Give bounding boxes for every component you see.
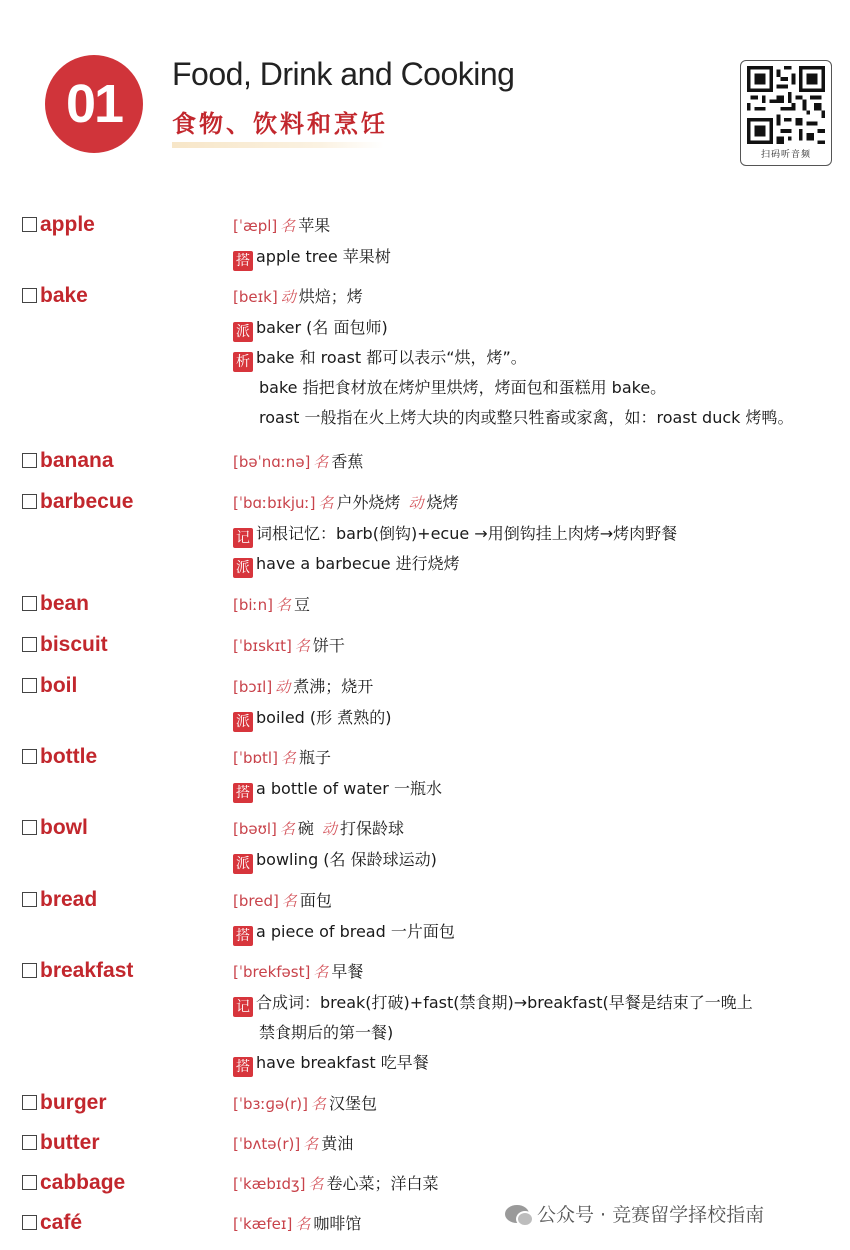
definition-line — [233, 1090, 843, 1120]
phonetic: [ˈkæbɪdʒ] — [233, 1175, 306, 1193]
entry-details — [233, 887, 843, 947]
phonetic: [ˈbɜːɡə(r)] — [233, 1095, 308, 1113]
unit-header — [0, 0, 850, 180]
tag-badge: 记 — [233, 997, 253, 1017]
note-line — [233, 343, 843, 373]
entry-details — [233, 958, 843, 1078]
definition-line — [233, 815, 843, 845]
part-of-speech: 名 — [303, 1135, 319, 1153]
headword-text: boil — [40, 674, 78, 697]
meaning: 瓶子 — [298, 748, 331, 767]
definition-line — [233, 1130, 843, 1160]
headword-text: bottle — [40, 745, 98, 768]
note-text: bake 指把食材放在烤炉里烘烤，烤面包和蛋糕用 bake。 — [259, 378, 667, 397]
headword-text: barbecue — [40, 490, 134, 513]
note-text: baker (名 面包师) — [256, 318, 388, 337]
phonetic: [ˈbɒtl] — [233, 749, 278, 767]
definition-line — [233, 958, 843, 988]
definition-line — [233, 212, 843, 242]
note-line — [233, 774, 843, 804]
checkbox-icon[interactable] — [22, 1215, 37, 1230]
checkbox-icon[interactable] — [22, 678, 37, 693]
checkbox-icon[interactable] — [22, 217, 37, 232]
meaning: 咖啡馆 — [313, 1214, 362, 1233]
headword — [22, 815, 88, 841]
phonetic: [ˈæpl] — [233, 217, 278, 235]
definition-line — [233, 1170, 843, 1200]
checkbox-icon[interactable] — [22, 749, 37, 764]
phonetic: [ˈkæfeɪ] — [233, 1215, 293, 1233]
checkbox-icon[interactable] — [22, 963, 37, 978]
note-text: have breakfast 吃早餐 — [256, 1053, 429, 1072]
note-text: bake 和 roast 都可以表示“烘，烤”。 — [256, 348, 527, 367]
phonetic: [beɪk] — [233, 288, 278, 306]
watermark — [505, 1200, 764, 1227]
tag-badge: 派 — [233, 712, 253, 732]
phonetic: [bəˈnɑːnə] — [233, 453, 311, 471]
entry-details — [233, 1130, 843, 1160]
checkbox-icon[interactable] — [22, 1095, 37, 1110]
unit-title-chinese: 食物、饮料和烹饪 — [172, 109, 388, 138]
note-line — [233, 549, 843, 579]
note-text: a bottle of water 一瓶水 — [256, 779, 442, 798]
unit-number-badge: 01 — [45, 55, 143, 153]
entry-details — [233, 591, 843, 621]
title-underline — [172, 142, 384, 148]
meaning: 碗 — [297, 819, 314, 838]
tag-badge: 搭 — [233, 251, 253, 271]
part-of-speech: 动 — [275, 678, 291, 696]
headword — [22, 673, 77, 699]
headword — [22, 632, 108, 658]
note-line — [233, 242, 843, 272]
checkbox-icon[interactable] — [22, 1135, 37, 1150]
watermark-text: 公众号 · 竞赛留学择校指南 — [537, 1204, 765, 1226]
phonetic: [biːn] — [233, 596, 273, 614]
headword-text: bread — [40, 888, 98, 911]
tag-badge: 派 — [233, 854, 253, 874]
note-line — [233, 313, 843, 343]
note-line — [233, 1048, 843, 1078]
meaning: 煮沸；烧开 — [293, 677, 374, 696]
entry-details — [233, 283, 843, 433]
part-of-speech: 动 — [280, 288, 296, 306]
headword — [22, 1090, 107, 1116]
meaning: 香蕉 — [331, 452, 364, 471]
note-line — [233, 373, 843, 403]
headword — [22, 591, 89, 617]
definition-line — [233, 887, 843, 917]
headword — [22, 958, 133, 984]
entry-details — [233, 1090, 843, 1120]
part-of-speech: 名 — [295, 1215, 311, 1233]
note-line — [233, 845, 843, 875]
note-line — [233, 703, 843, 733]
definition-line — [233, 448, 843, 478]
headword-text: apple — [40, 213, 95, 236]
headword-text: banana — [40, 449, 114, 472]
checkbox-icon[interactable] — [22, 820, 37, 835]
note-line — [233, 519, 843, 549]
headword-text: biscuit — [40, 633, 108, 656]
headword-text: breakfast — [40, 959, 134, 982]
definition-line — [233, 632, 843, 662]
tag-badge: 搭 — [233, 783, 253, 803]
meaning: 户外烧烤 — [336, 493, 401, 512]
meaning: 烘焙；烤 — [298, 287, 363, 306]
part-of-speech: 名 — [311, 1095, 327, 1113]
phonetic: [ˈbɪskɪt] — [233, 637, 292, 655]
headword — [22, 489, 133, 515]
entry-details — [233, 448, 843, 478]
checkbox-icon[interactable] — [22, 494, 37, 509]
headword — [22, 1170, 125, 1196]
note-text: apple tree 苹果树 — [256, 247, 391, 266]
note-text: boiled (形 煮熟的) — [256, 708, 392, 727]
part-of-speech: 名 — [279, 820, 295, 838]
meaning: 豆 — [293, 595, 310, 614]
phonetic: [bred] — [233, 892, 279, 910]
definition-line — [233, 591, 843, 621]
tag-badge: 记 — [233, 528, 253, 548]
checkbox-icon[interactable] — [22, 288, 37, 303]
entry-details — [233, 489, 843, 579]
headword — [22, 212, 95, 238]
checkbox-icon[interactable] — [22, 1175, 37, 1190]
entry-details — [233, 212, 843, 272]
meaning: 面包 — [299, 891, 332, 910]
tag-badge: 派 — [233, 558, 253, 578]
meaning: 卷心菜；洋白菜 — [326, 1174, 439, 1193]
headword — [22, 283, 88, 309]
definition-line — [233, 283, 843, 313]
part-of-speech: 名 — [280, 217, 296, 235]
part-of-speech: 名 — [275, 596, 291, 614]
unit-title-english: Food, Drink and Cooking — [172, 56, 515, 92]
tag-badge: 析 — [233, 352, 253, 372]
meaning: 饼干 — [312, 636, 345, 655]
part-of-speech: 名 — [318, 494, 334, 512]
definition-line — [233, 489, 843, 519]
part-of-speech: 名 — [313, 963, 329, 981]
entry-details — [233, 744, 843, 804]
meaning: 汉堡包 — [329, 1094, 378, 1113]
checkbox-icon[interactable] — [22, 453, 37, 468]
headword-text: butter — [40, 1131, 100, 1154]
phonetic: [bɔɪl] — [233, 678, 273, 696]
qr-code-panel[interactable] — [740, 60, 832, 166]
entry-details — [233, 673, 843, 733]
part-of-speech: 动 — [408, 494, 424, 512]
note-text: bowling (名 保龄球运动) — [256, 850, 437, 869]
checkbox-icon[interactable] — [22, 596, 37, 611]
checkbox-icon[interactable] — [22, 637, 37, 652]
phonetic: [ˈbrekfəst] — [233, 963, 311, 981]
headword-text: bean — [40, 592, 90, 615]
tag-badge: 派 — [233, 322, 253, 342]
headword-text: burger — [40, 1091, 107, 1114]
entry-details — [233, 815, 843, 875]
note-line — [233, 403, 843, 433]
qr-caption: 扫码听音频 — [760, 150, 811, 160]
headword — [22, 448, 114, 474]
meaning: 早餐 — [331, 962, 364, 981]
note-line — [233, 1018, 843, 1048]
note-text: 合成词：break(打破)+fast(禁食期)→breakfast(早餐是结束了一晚上 — [256, 993, 753, 1012]
note-text: 词根记忆：barb(倒钩)+ecue →用倒钩挂上肉烤→烤肉野餐 — [256, 524, 678, 543]
entry-details — [233, 632, 843, 662]
tag-badge: 搭 — [233, 1057, 253, 1077]
meaning: 打保龄球 — [339, 819, 404, 838]
definition-line — [233, 673, 843, 703]
note-text: 禁食期后的第一餐) — [259, 1023, 394, 1042]
headword — [22, 744, 97, 770]
part-of-speech: 名 — [308, 1175, 324, 1193]
meaning: 烧烤 — [426, 493, 459, 512]
note-text: roast 一般指在火上烤大块的肉或整只牲畜或家禽，如：roast duck 烤鸭。 — [259, 408, 794, 427]
note-line — [233, 917, 843, 947]
meaning: 黄油 — [321, 1134, 354, 1153]
phonetic: [bəʊl] — [233, 820, 277, 838]
headword-text: bowl — [40, 816, 88, 839]
note-line — [233, 988, 843, 1018]
qr-code-icon — [747, 66, 825, 144]
part-of-speech: 名 — [281, 892, 297, 910]
phonetic: [ˈbɑːbɪkjuː] — [233, 494, 316, 512]
headword-text: bake — [40, 284, 88, 307]
tag-badge: 搭 — [233, 926, 253, 946]
headword-text: cabbage — [40, 1171, 126, 1194]
entry-details — [233, 1170, 843, 1200]
meaning: 苹果 — [298, 216, 331, 235]
checkbox-icon[interactable] — [22, 892, 37, 907]
part-of-speech: 名 — [313, 453, 329, 471]
headword — [22, 1210, 82, 1236]
headword-text: café — [40, 1211, 83, 1234]
wechat-icon — [505, 1205, 529, 1223]
headword — [22, 887, 97, 913]
note-text: have a barbecue 进行烧烤 — [256, 554, 460, 573]
part-of-speech: 名 — [294, 637, 310, 655]
definition-line — [233, 744, 843, 774]
part-of-speech: 动 — [321, 820, 337, 838]
phonetic: [ˈbʌtə(r)] — [233, 1135, 301, 1153]
note-text: a piece of bread 一片面包 — [256, 922, 455, 941]
headword — [22, 1130, 100, 1156]
part-of-speech: 名 — [280, 749, 296, 767]
